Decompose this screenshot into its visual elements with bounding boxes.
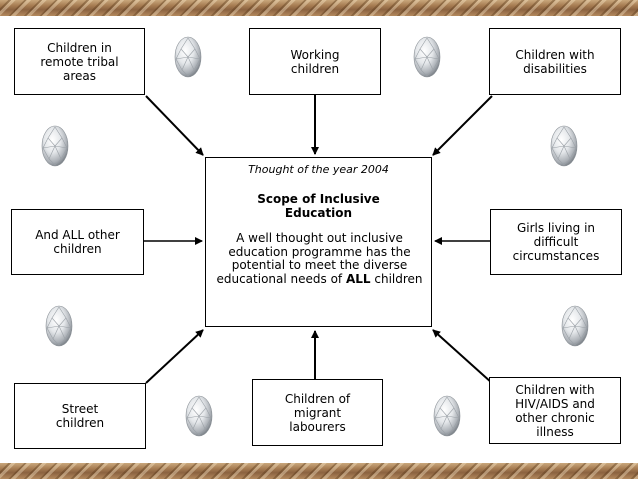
box-migrant <box>252 379 383 446</box>
bottom-rope-border <box>0 463 638 479</box>
box-remote-tribal-label: Children in remote tribal areas <box>40 40 119 83</box>
diamond-icon <box>184 394 214 438</box>
arrow-disabilities <box>433 96 492 155</box>
center-body-text: A well thought out inclusive education programme has the potential to meet the diverse educational needs of <box>216 231 411 286</box>
box-all-other-label: And ALL other children <box>35 228 120 256</box>
diamond-icon <box>412 35 442 79</box>
diamond-icon <box>44 304 74 348</box>
diamond-icon <box>40 124 70 168</box>
arrow-street <box>146 330 203 383</box>
top-rope-border <box>0 0 638 16</box>
box-disabilities <box>489 28 621 95</box>
arrow-remote-tribal <box>146 96 203 155</box>
center-title: Scope of Inclusive Education <box>257 192 380 220</box>
box-hiv-aids <box>489 377 621 444</box>
diamond-icon <box>560 304 590 348</box>
box-street-children <box>14 383 146 449</box>
box-girls-difficult-label: Girls living in difficult circumstances <box>512 221 600 263</box>
box-all-other <box>11 209 144 275</box>
center-body-end: children <box>370 271 423 286</box>
box-working-children-label: Working children <box>290 47 340 76</box>
center-body <box>212 232 427 286</box>
box-girls-difficult <box>490 209 622 275</box>
box-street-children-label: Street children <box>55 402 105 430</box>
box-disabilities-label: Children with disabilities <box>515 47 595 76</box>
box-remote-tribal <box>14 28 145 95</box>
center-body-emphasis: ALL <box>345 271 371 286</box>
box-migrant-label: Children of migrant labourers <box>284 391 351 434</box>
center-box <box>205 157 432 327</box>
box-hiv-aids-label: Children with HIV/AIDS and other chronic illness <box>515 382 595 439</box>
center-caption: Thought of the year 2004 <box>248 163 389 176</box>
diamond-icon <box>173 35 203 79</box>
arrow-hiv-aids <box>433 330 492 383</box>
diamond-icon <box>432 394 462 438</box>
box-working-children <box>249 28 381 95</box>
diamond-icon <box>549 124 579 168</box>
